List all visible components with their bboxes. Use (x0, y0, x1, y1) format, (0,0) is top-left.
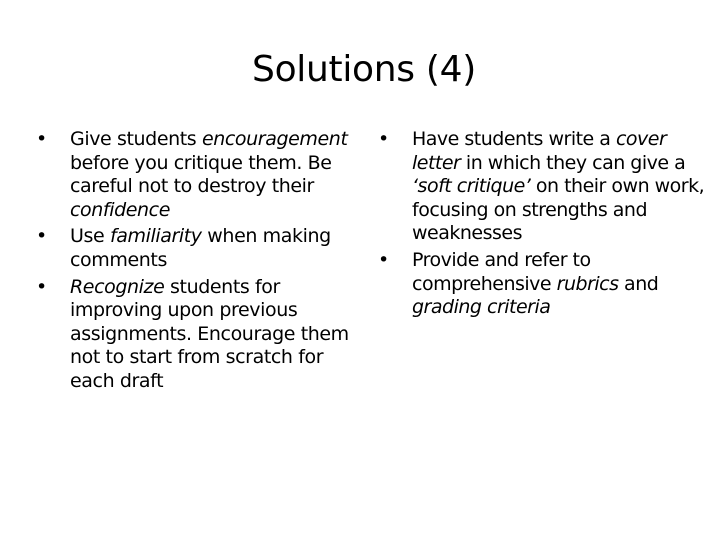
emphasized-text: rubrics (556, 272, 619, 295)
bullet-dot-icon: • (36, 128, 47, 150)
bullet-text: in which they can give a (460, 151, 686, 174)
emphasized-text: grading criteria (412, 296, 551, 319)
emphasized-text: cover letter (412, 128, 667, 174)
bullet-item (378, 128, 708, 246)
bullet-dot-icon: • (36, 275, 47, 298)
emphasized-text: Recognize (70, 275, 165, 298)
bullet-text: when making comments (70, 225, 331, 271)
bullet-text: before you critique them. Be careful not to destroy their (70, 151, 332, 198)
bullet-text: Give students (70, 128, 202, 150)
emphasized-text: ‘soft critique’ (412, 175, 531, 198)
bullet-text: students for improving upon previous assignments. Encourage them not to start from scratch for each draft (70, 275, 349, 392)
bullet-text: and (618, 272, 659, 295)
right-bullet-list (378, 128, 708, 323)
bullet-text: Have students write a (412, 128, 616, 150)
slide-title: Solutions (4) (252, 49, 476, 90)
emphasized-text: familiarity (109, 225, 202, 248)
bullet-dot-icon: • (378, 248, 389, 271)
bullet-text: Use (70, 225, 110, 248)
bullet-item (36, 276, 356, 394)
bullet-item (36, 128, 356, 222)
bullet-item (378, 249, 708, 320)
bullet-item (36, 225, 356, 272)
bullet-dot-icon: • (36, 225, 47, 248)
emphasized-text: encouragement (201, 128, 348, 150)
emphasized-text: confidence (70, 198, 171, 221)
bullet-text: on their own work, focusing on strengths and weaknesses (412, 175, 705, 245)
bullet-dot-icon: • (378, 128, 389, 150)
left-bullet-list (36, 128, 356, 397)
bullet-text: Provide and refer to comprehensive (412, 248, 591, 295)
